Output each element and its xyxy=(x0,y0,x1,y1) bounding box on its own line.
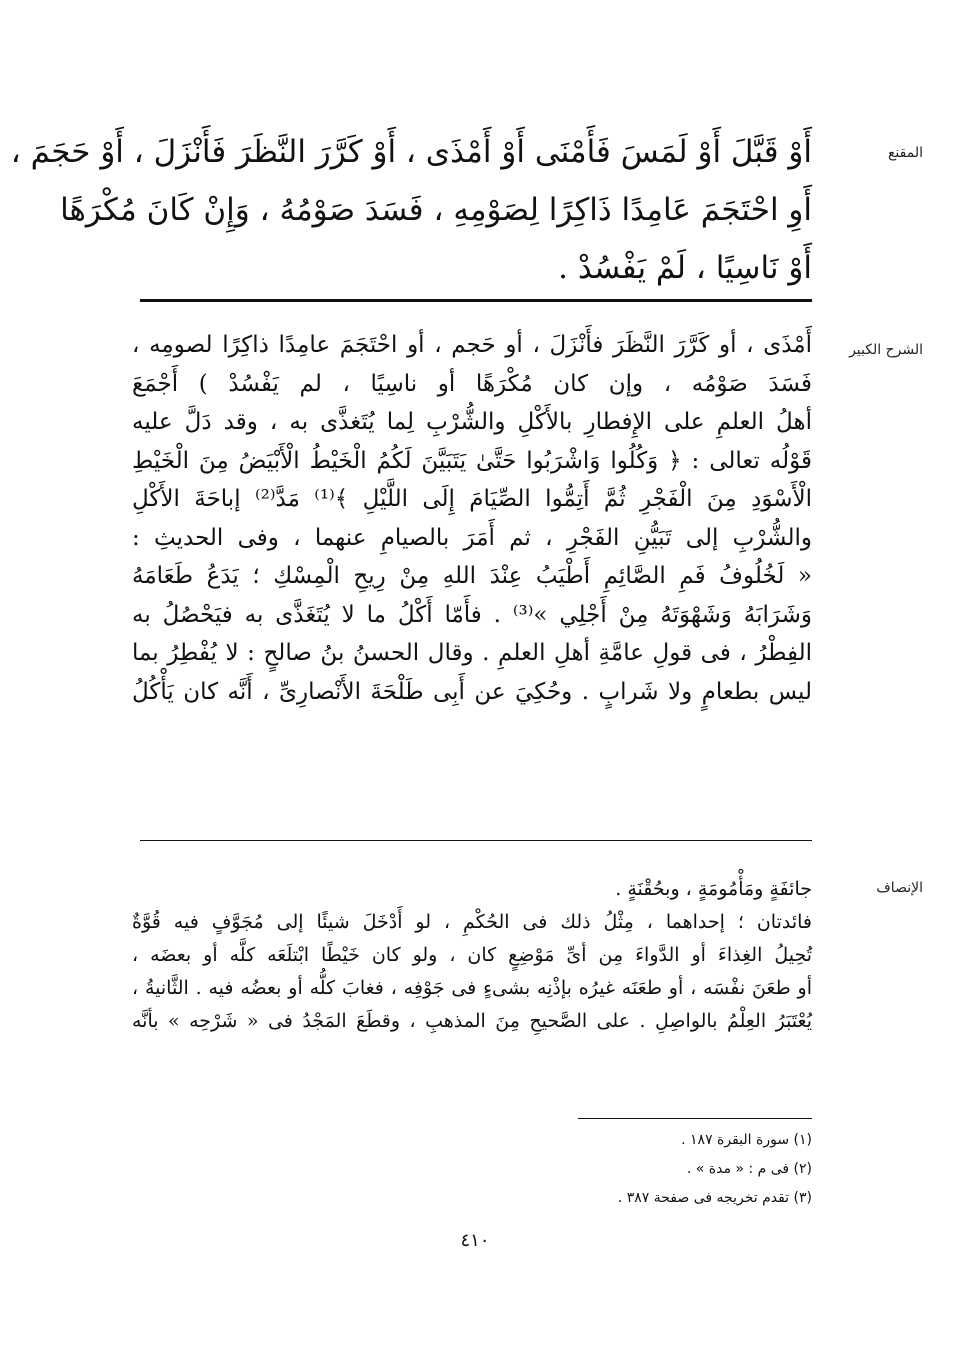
insaf-line: تُحِيلُ الغِذاءَ أو الدَّواءَ مِن أىِّ مَوْضِعٍ كان ، ولو كان خَيْطًا ابْتلَعَه كلَّه أو بعضَه ، xyxy=(132,944,812,966)
sharh-line: أهلُ العلمِ على الإِفطارِ بالأَكْلِ والشُّرْبِ لِما يُتَغذَّى به ، وقد دَلَّ عليه xyxy=(132,409,812,435)
footnote-separator xyxy=(578,1118,812,1119)
muqni-line: أَوِ احْتَجَمَ عَامِدًا ذَاكِرًا لِصَوْمِهِ ، فَسَدَ صَوْمُهُ ، وَإِنْ كَانَ مُكْرَهًا xyxy=(60,192,812,228)
insaf-line: فائدتان ؛ إحداهما ، مِثْلُ ذلك فى الحُكْمِ ، لو أَدْخَلَ شيئًا إلى مُجَوَّفٍ فيه قُوَّةٌ xyxy=(132,911,812,933)
section-label-muqni: المقنع xyxy=(887,145,923,161)
footnote-item: (٢) فى م : « مدة » . xyxy=(686,1161,812,1177)
sharh-line: قَوْلُه تعالى : ﴿ وَكُلُوا وَاشْرَبُوا حَتَّىٰ يَتَبَيَّنَ لَكُمُ الْخَيْطُ الْأَبْيَضُ مِنَ الْخَيْطِ xyxy=(132,447,812,474)
sharh-line: ليس بطعامٍ ولا شَرابٍ . وحُكِيَ عن أَبِى طَلْحَةَ الأَنْصارِىِّ ، أَنَّه كان يَأْكُلُ xyxy=(132,678,812,705)
section-label-sharh: الشرح الكبير xyxy=(849,342,923,358)
footnote-item: (٣) تقدم تخريجه فى صفحة ٣٨٧ . xyxy=(617,1190,812,1206)
muqni-line: أَوْ نَاسِيًا ، لَمْ يَفْسُدْ . xyxy=(558,250,812,286)
footnote-item: (١) سورة البقرة ١٨٧ . xyxy=(681,1132,812,1148)
sharh-line: الْأَسْوَدِ مِنَ الْفَجْرِ ثُمَّ أَتِمُّوا الصِّيَامَ إِلَى اللَّيْلِ ﴾⁽¹⁾ مَدَّ⁽²⁾ إباحَةَ الأَكْلِ xyxy=(132,486,812,512)
sharh-line: أَمْذَى ، أو كَرَّرَ النَّظَرَ فأَنْزَلَ ، أو حَجم ، أو احْتَجَمَ عامِدًا ذاكِرًا لصومِه ، xyxy=(132,332,812,358)
muqni-text-block xyxy=(10,123,812,297)
section-divider-thick xyxy=(140,299,812,302)
sharh-line: فَسَدَ صَوْمُه ، وإن كان مُكْرَهًا أو ناسِيًا ، لم يَفْسُدْ ) أَجْمَعَ xyxy=(132,370,812,397)
sharh-line: وَشَرَابَهُ وَشَهْوَتَهُ مِنْ أَجْلِي »⁽³⁾ . فأَمّا أَكْلُ ما لا يُتَغَذَّى به فيَحْصُلُ به xyxy=(132,601,812,628)
insaf-text-block xyxy=(132,873,812,1038)
footnotes xyxy=(400,1126,812,1213)
insaf-line: يُعْتَبَرُ العِلْمُ بالواصِلِ . على الصَّحيحِ مِنَ المذهبِ ، وقطَعَ المَجْدُ فى « شَرْحِه » بأنَّه xyxy=(132,1010,812,1032)
sharh-text-block xyxy=(132,326,812,711)
page-number: ٤١٠ xyxy=(460,1230,490,1251)
insaf-line: أو طعَنَ نفْسَه ، أو طعَنَه غيرُه بإذْنِه بشىءٍ فى جَوْفِه ، فغابَ كلُّه أو بعضُه فيه . الثَّانيةُ ، xyxy=(132,977,812,999)
insaf-line: جائفَةٍ ومَأْمُومَةٍ ، وبحُقْنَةٍ . xyxy=(615,878,812,900)
section-label-insaf: الإنصاف xyxy=(876,880,923,896)
sharh-line: الفِطْرُ ، فى قولِ عامَّةِ أهلِ العلمِ . وقال الحسنُ بنُ صالحٍ : لا يُفْطِرُ بما xyxy=(132,640,812,666)
muqni-line: أَوْ قَبَّلَ أَوْ لَمَسَ فَأَمْنَى أَوْ أَمْذَى ، أَوْ كَرَّرَ النَّظَرَ فَأَنْزَلَ ، أَوْ حَجَمَ ، xyxy=(10,134,812,170)
sharh-line: والشُّرْبِ إلى تَبَيُّنِ الفَجْرِ ، ثم أَمَرَ بالصيامِ عنهما ، وفى الحديثِ : xyxy=(132,524,812,551)
section-divider-thin xyxy=(140,840,812,841)
sharh-line: « لَخُلُوفُ فَمِ الصَّائِمِ أَطْيَبُ عِنْدَ اللهِ مِنْ رِيحِ الْمِسْكِ ؛ يَدَعُ طَعَامَهُ xyxy=(132,563,812,589)
